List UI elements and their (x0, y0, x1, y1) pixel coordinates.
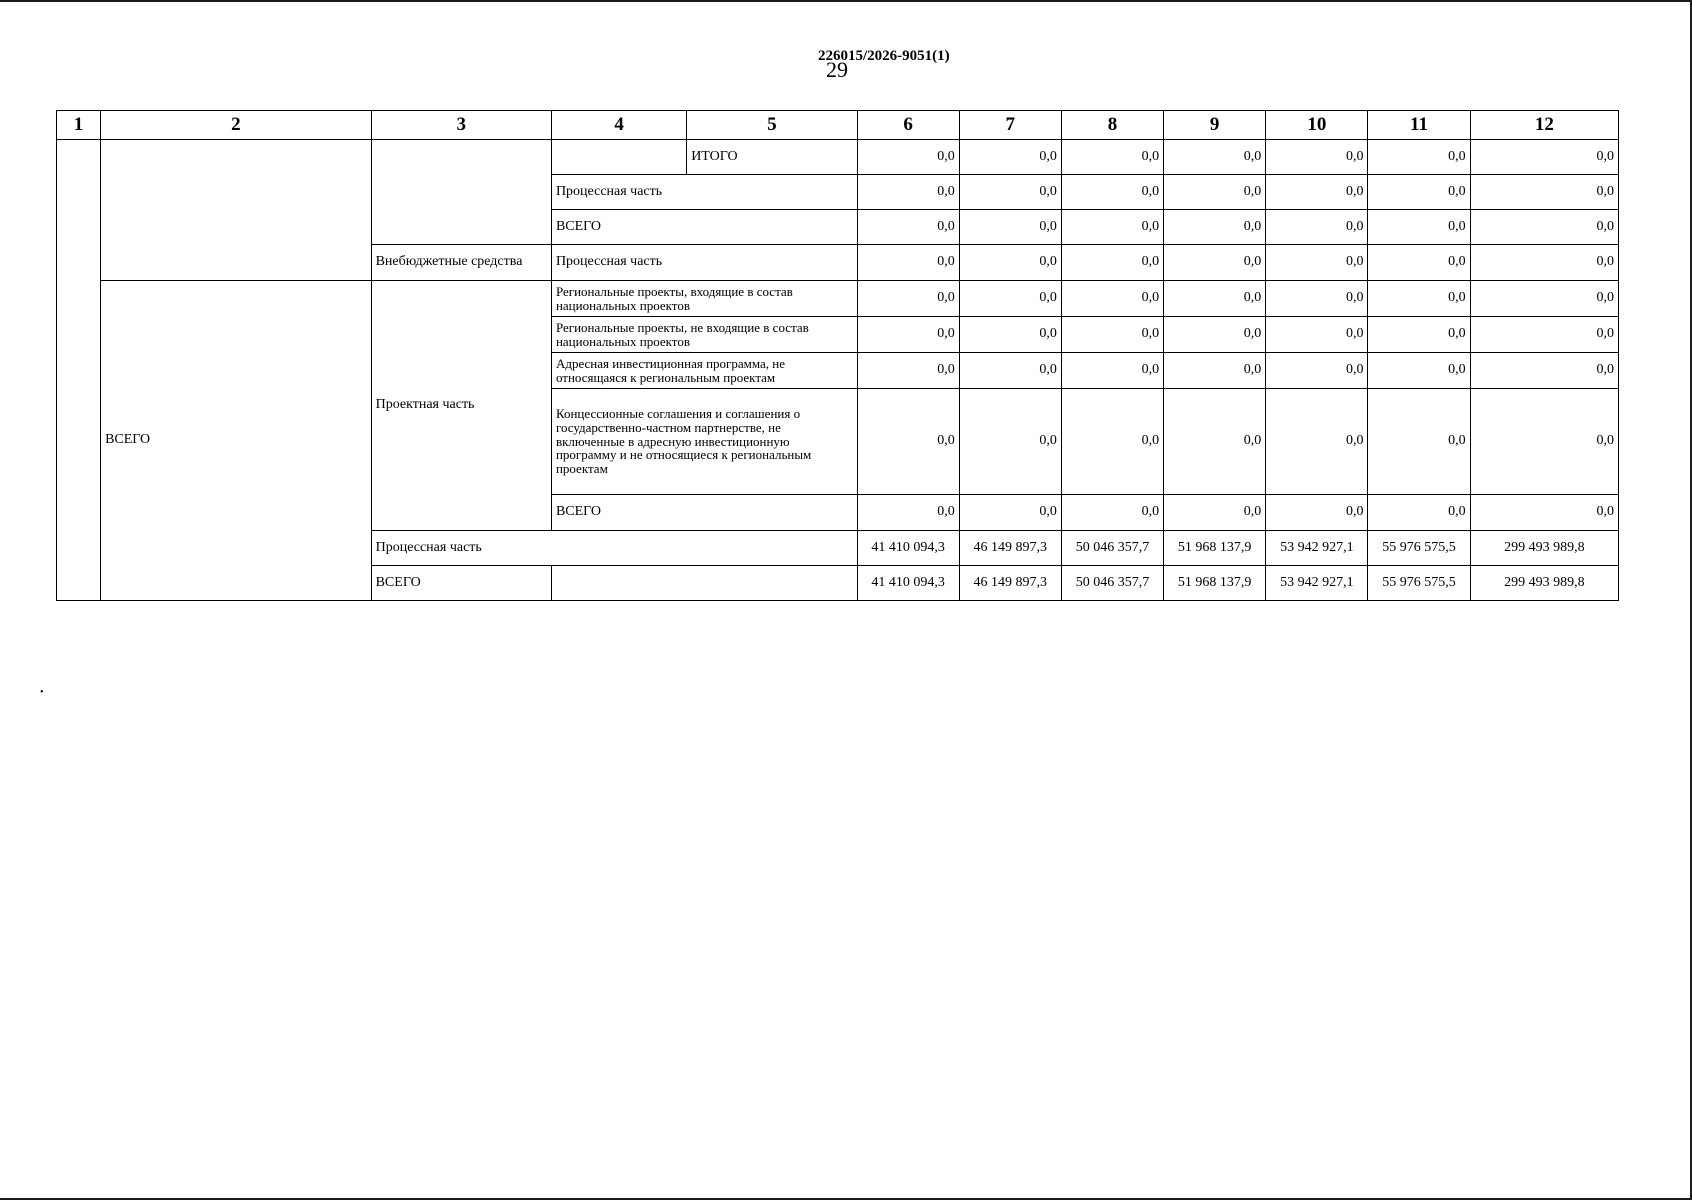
value-cell: 0,0 (1470, 317, 1618, 353)
value-cell: 0,0 (1061, 281, 1163, 317)
value-cell: 0,0 (959, 281, 1061, 317)
value-cell: 0,0 (1368, 210, 1470, 245)
value-cell: 0,0 (1266, 210, 1368, 245)
value-cell: 0,0 (1061, 140, 1163, 175)
value-cell: 0,0 (1164, 210, 1266, 245)
value-cell: 0,0 (959, 389, 1061, 495)
value-cell: 0,0 (1368, 317, 1470, 353)
value-cell: 0,0 (1266, 317, 1368, 353)
value-cell: 0,0 (959, 175, 1061, 210)
col-number: 11 (1368, 111, 1470, 140)
value-cell: 0,0 (1470, 495, 1618, 531)
value-cell: 0,0 (1470, 245, 1618, 281)
value-cell: 0,0 (1368, 389, 1470, 495)
table-row (57, 281, 1619, 317)
value-cell: 53 942 927,1 (1266, 531, 1368, 566)
value-cell: 0,0 (1470, 281, 1618, 317)
value-cell: 50 046 357,7 (1061, 566, 1163, 601)
value-cell: 0,0 (857, 175, 959, 210)
value-cell: 0,0 (1164, 317, 1266, 353)
value-cell: 0,0 (857, 389, 959, 495)
value-cell: 0,0 (857, 495, 959, 531)
value-cell: 0,0 (1470, 140, 1618, 175)
value-cell: 0,0 (959, 245, 1061, 281)
total-label: ВСЕГО (551, 495, 857, 531)
col-number: 9 (1164, 111, 1266, 140)
value-cell: 0,0 (857, 140, 959, 175)
value-cell: 0,0 (959, 210, 1061, 245)
value-cell: 0,0 (1061, 389, 1163, 495)
value-cell: 46 149 897,3 (959, 566, 1061, 601)
value-cell: 0,0 (1470, 389, 1618, 495)
value-cell: 0,0 (1061, 245, 1163, 281)
value-cell: 0,0 (1368, 175, 1470, 210)
value-cell: 0,0 (1266, 245, 1368, 281)
value-cell: 0,0 (1164, 175, 1266, 210)
col-number: 8 (1061, 111, 1163, 140)
col-number: 1 (57, 111, 101, 140)
col-number: 3 (371, 111, 551, 140)
column-number-row (57, 111, 1619, 140)
value-cell: 0,0 (1368, 495, 1470, 531)
value-cell: 0,0 (1266, 353, 1368, 389)
value-cell: 0,0 (1164, 140, 1266, 175)
value-cell: 0,0 (1470, 175, 1618, 210)
value-cell: 0,0 (857, 210, 959, 245)
process-part-label: Процессная часть (551, 175, 857, 210)
value-cell: 55 976 575,5 (1368, 566, 1470, 601)
value-cell: 51 968 137,9 (1164, 566, 1266, 601)
value-cell: 55 976 575,5 (1368, 531, 1470, 566)
grand-total-label: ВСЕГО (101, 281, 372, 601)
value-cell: 0,0 (1266, 389, 1368, 495)
project-part-label: Проектная часть (371, 281, 551, 531)
value-cell: 0,0 (1164, 389, 1266, 495)
value-cell: 0,0 (1266, 281, 1368, 317)
value-cell: 51 968 137,9 (1164, 531, 1266, 566)
value-cell: 0,0 (1164, 281, 1266, 317)
value-cell: 0,0 (1164, 353, 1266, 389)
value-cell: 299 493 989,8 (1470, 566, 1618, 601)
value-cell: 0,0 (1470, 353, 1618, 389)
value-cell: 0,0 (1061, 495, 1163, 531)
value-cell: 0,0 (959, 317, 1061, 353)
regional-projects-out-label: Региональные проекты, не входящие в состав национальных проектов (551, 317, 857, 353)
value-cell: 0,0 (959, 140, 1061, 175)
value-cell: 0,0 (1368, 245, 1470, 281)
cell-col1 (57, 140, 101, 601)
concession-label: Концессионные соглашения и соглашения о государственно-частном партнерстве, не включенные в адресную инвестиционную программу и не относящиеся к региональным проектам (551, 389, 857, 495)
document-id: 226015/2026-9051(1) (818, 48, 950, 64)
value-cell: 53 942 927,1 (1266, 566, 1368, 601)
col-number: 12 (1470, 111, 1618, 140)
scan-speck: • (40, 687, 44, 698)
value-cell: 0,0 (1061, 353, 1163, 389)
value-cell: 0,0 (1368, 281, 1470, 317)
value-cell: 0,0 (959, 353, 1061, 389)
value-cell: 0,0 (1061, 175, 1163, 210)
col-number: 4 (551, 111, 686, 140)
value-cell: 0,0 (1266, 140, 1368, 175)
cell-col4 (551, 140, 686, 175)
col-number: 2 (101, 111, 372, 140)
regional-projects-in-label: Региональные проекты, входящие в состав национальных проектов (551, 281, 857, 317)
value-cell: 0,0 (959, 495, 1061, 531)
value-cell: 0,0 (857, 353, 959, 389)
value-cell: 0,0 (1470, 210, 1618, 245)
col-number: 6 (857, 111, 959, 140)
col-number: 7 (959, 111, 1061, 140)
value-cell: 41 410 094,3 (857, 566, 959, 601)
value-cell: 0,0 (1164, 495, 1266, 531)
value-cell: 0,0 (857, 245, 959, 281)
value-cell: 299 493 989,8 (1470, 531, 1618, 566)
empty-cell (551, 566, 857, 601)
value-cell: 46 149 897,3 (959, 531, 1061, 566)
process-part-label: Процессная часть (551, 245, 857, 281)
scan-edge-top (0, 0, 1692, 2)
value-cell: 41 410 094,3 (857, 531, 959, 566)
cell-col2 (101, 140, 372, 281)
process-part-label: Процессная часть (371, 531, 857, 566)
value-cell: 0,0 (1061, 317, 1163, 353)
cell-col3 (371, 140, 551, 245)
value-cell: 0,0 (1266, 175, 1368, 210)
col-number: 5 (687, 111, 857, 140)
budget-table (56, 110, 1619, 601)
value-cell: 0,0 (1368, 353, 1470, 389)
value-cell: 50 046 357,7 (1061, 531, 1163, 566)
value-cell: 0,0 (857, 317, 959, 353)
value-cell: 0,0 (1061, 210, 1163, 245)
page-number: 29 (826, 57, 848, 82)
value-cell: 0,0 (1368, 140, 1470, 175)
value-cell: 0,0 (857, 281, 959, 317)
value-cell: 0,0 (1266, 495, 1368, 531)
value-cell: 0,0 (1164, 245, 1266, 281)
table-row (57, 140, 1619, 175)
total-label: ВСЕГО (371, 566, 551, 601)
itogo-label: ИТОГО (687, 140, 857, 175)
col-number: 10 (1266, 111, 1368, 140)
offbudget-label: Внебюджетные средства (371, 245, 551, 281)
investment-program-label: Адресная инвестиционная программа, не относящаяся к региональным проектам (551, 353, 857, 389)
total-label: ВСЕГО (551, 210, 857, 245)
